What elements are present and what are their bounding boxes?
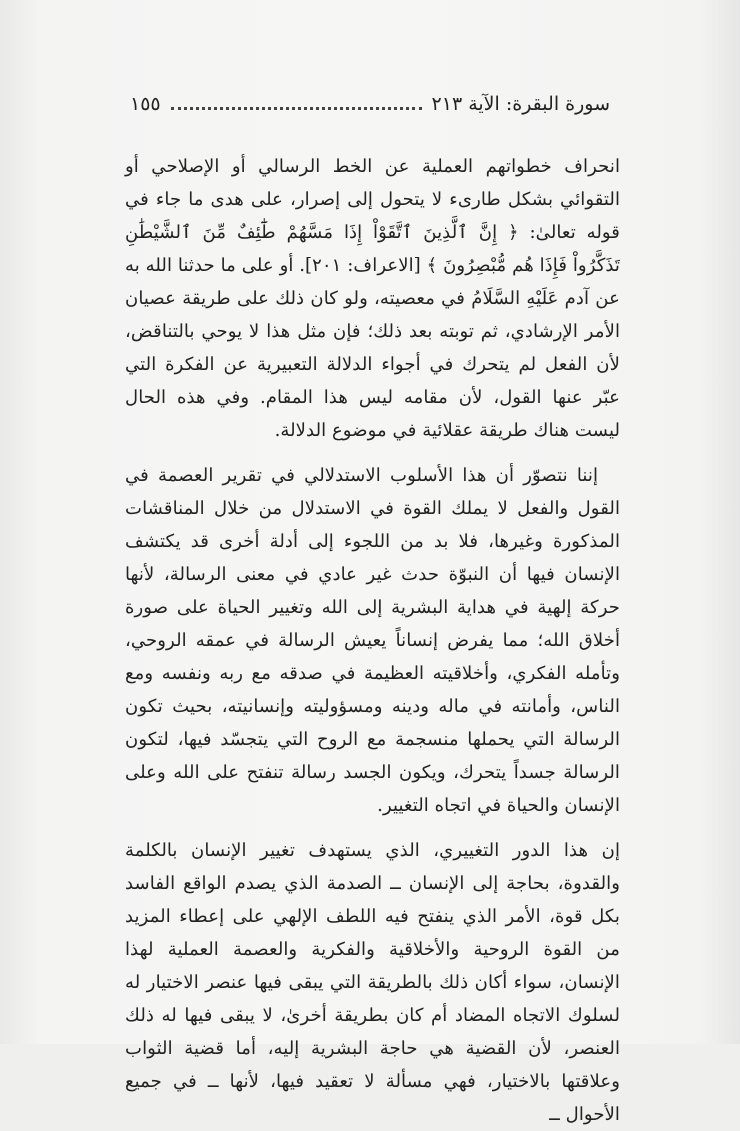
page-header [130, 88, 610, 120]
page-body [125, 150, 620, 1131]
paragraph-1: انحراف خطواتهم العملية عن الخط الرسالي أو الإصلاحي أو التقوائي بشكل طارىء لا يتحول إلى إصرار، على هدى ما جاء في قوله تعالىٰ: ﴿ إِنَّ ٱلَّذِينَ ٱتَّقَوْاْ إِذَا مَسَّهُمْ طَٰٓئِفٌ مِّنَ ٱلشَّيْطَٰنِ تَذَكَّرُواْ فَإِذَا هُم مُّبْصِرُونَ ﴾ [الاعراف: ٢٠١]. أو على ما حدثنا الله به عن آدم عَلَيْهِ السَّلَامُ في معصيته، ولو كان ذلك على طريقة عصيان الأمر الإرشادي، ثم توبته بعد ذلك؛ فإن مثل هذا لا يوحي بالتناقض، لأن الفعل لم يتحرك في أجواء الدلالة التعبيرية عن الفكرة التي عبّر عنها القول، لأن مقامه ليس هذا المقام. وفي هذه الحال ليست هناك طريقة عقلائية في موضوع الدلالة. [125, 156, 620, 441]
page-number: ١٥٥ [130, 93, 161, 115]
running-title: سورة البقرة: الآية ٢١٣ [431, 93, 610, 115]
paragraph-2: إننا نتصوّر أن هذا الأسلوب الاستدلالي في تقرير العصمة في القول والفعل لا يملك القوة في الاستدلال من خلال المناقشات المذكورة وغيرها، فلا بد من اللجوء إلى أدلة أخرى قد يكتشف الإنسان فيها أن النبوّة حدث غير عادي في معنى الرسالة، لأنها حركة إلهية في هداية البشرية إلى الله وتغيير الحياة على صورة أخلاق الله؛ مما يفرض إنساناً يعيش الرسالة في عمقه الروحي، وتأمله الفكري، وأخلاقيته العظيمة في صدقه مع ربه ونفسه ومع الناس، وأمانته في ماله ودينه ومسؤوليته وإنسانيته، بحيث تكون الرسالة التي يحملها منسجمة مع الروح التي يتجسّد فيها، لتكون الرسالة جسداً يتحرك، ويكون الجسد رسالة تنفتح على الله وعلى الإنسان والحياة في اتجاه التغيير. [125, 465, 620, 816]
paragraph-3: إن هذا الدور التغييري، الذي يستهدف تغيير الإنسان بالكلمة والقدوة، بحاجة إلى الإنسان ــ الصدمة الذي يصدم الواقع الفاسد بكل قوة، الأمر الذي ينفتح فيه اللطف الإلهي على إعطاء المزيد من القوة الروحية والأخلاقية والفكرية والعصمة العملية لهذا الإنسان، سواء أكان ذلك بالطريقة التي يبقى فيها عنصر الاختيار له لسلوك الاتجاه المضاد أم كان بطريقة أخرىٰ، لا يبقى فيها له ذلك العنصر، لأن القضية هي حاجة البشرية إليه، أما قضية الثواب وعلاقتها بالاختيار، فهي مسألة لا تعقيد فيها، لأنها ــ في جميع الأحوال ــ [125, 840, 620, 1125]
leader-dots [171, 107, 422, 110]
